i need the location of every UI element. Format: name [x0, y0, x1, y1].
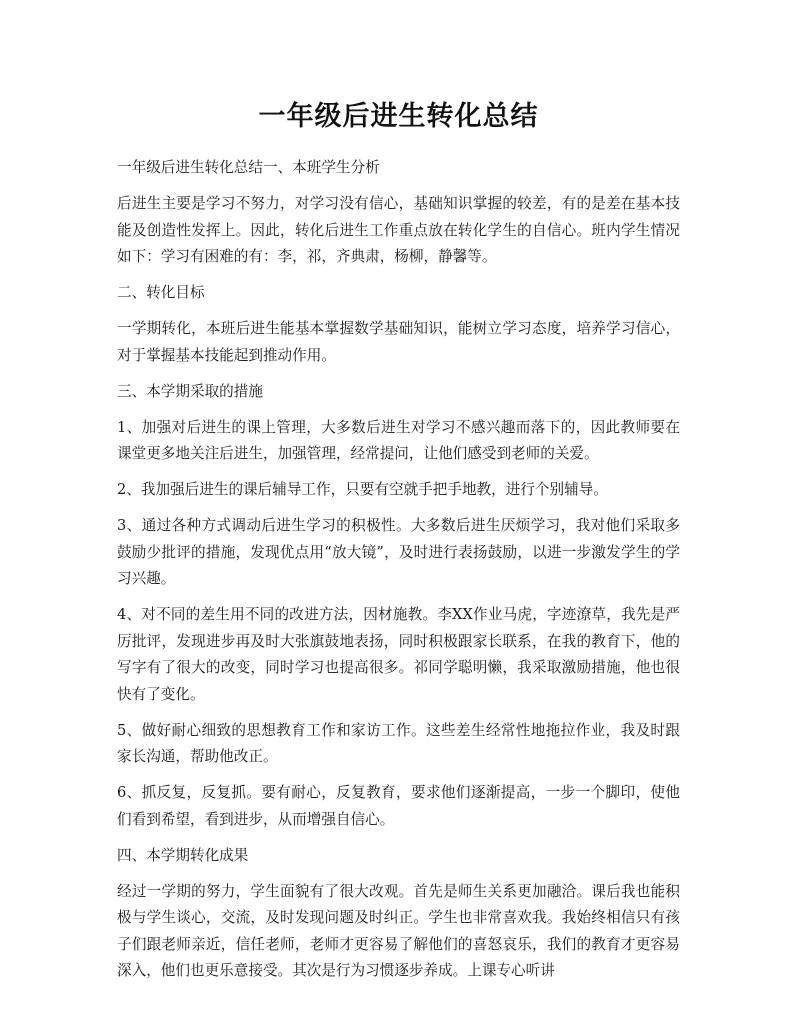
section4-paragraph: 经过一学期的努力，学生面貌有了很大改观。首先是师生关系更加融洽。课后我也能积极与学生谈心，交流，及时发现问题及时纠正。学生也非常喜欢我。我始终相信只有孩子们跟老师亲近，信任老师，老师才更容易了解他们的喜怒哀乐，我们的教育才更容易深入，他们也更乐意接受。其次是行为习惯逐步养成。上课专心听讲: [117, 882, 680, 979]
intro-heading: 一年级后进生转化总结一、本班学生分析: [117, 159, 380, 176]
document-title: 一年级后进生转化总结: [258, 101, 539, 132]
measure-item-5: 5、做好耐心细致的思想教育工作和家访工作。这些差生经常性地拖拉作业，我及时跟家长沟通，帮助他改正。: [117, 721, 680, 765]
section1-paragraph: 后进生主要是学习不努力，对学习没有信心，基础知识掌握的较差，有的是差在基本技能及创造性发挥上。因此，转化后进生工作重点放在转化学生的自信心。班内学生情况如下：学习有困难的有：李，祁，齐典肃，杨柳，静馨等。: [117, 195, 680, 265]
section2-heading: 二、转化目标: [117, 284, 205, 301]
measure-item-1: 1、加强对后进生的课上管理，大多数后进生对学习不感兴趣而落下的，因此教师要在课堂更多地关注后进生，加强管理，经常提问，让他们感受到老师的关爱。: [117, 418, 680, 462]
measure-item-2: 2、我加强后进生的课后辅导工作，只要有空就手把手地教，进行个别辅导。: [117, 481, 608, 498]
section4-heading: 四、本学期转化成果: [117, 846, 249, 864]
section2-paragraph: 一学期转化，本班后进生能基本掌握数学基础知识，能树立学习态度，培养学习信心，对于掌握基本技能起到推动作用。: [117, 320, 680, 364]
measure-item-4: 4、对不同的差生用不同的改进方法，因材施教。李XX作业马虎，字迹潦草，我先是严厉批评，发现进步再及时大张旗鼓地表扬，同时积极跟家长联系，在我的教育下，他的写字有了很大的改变，同时学习也提高很多。祁同学聪明懒，我采取激励措施，他也很快有了变化。: [117, 606, 680, 703]
section3-heading: 三、本学期采取的措施: [117, 382, 263, 400]
measure-item-6: 6、抓反复，反复抓。要有耐心，反复教育，要求他们逐渐提高，一步一个脚印，使他们看到希望，看到进步，从而增强自信心。: [117, 784, 680, 828]
measure-item-3: 3、通过各种方式调动后进生学习的积极性。大多数后进生厌烦学习，我对他们采取多鼓励少批评的措施，发现优点用“放大镜”，及时进行表扬鼓励，以进一步激发学生的学习兴趣。: [117, 517, 680, 587]
